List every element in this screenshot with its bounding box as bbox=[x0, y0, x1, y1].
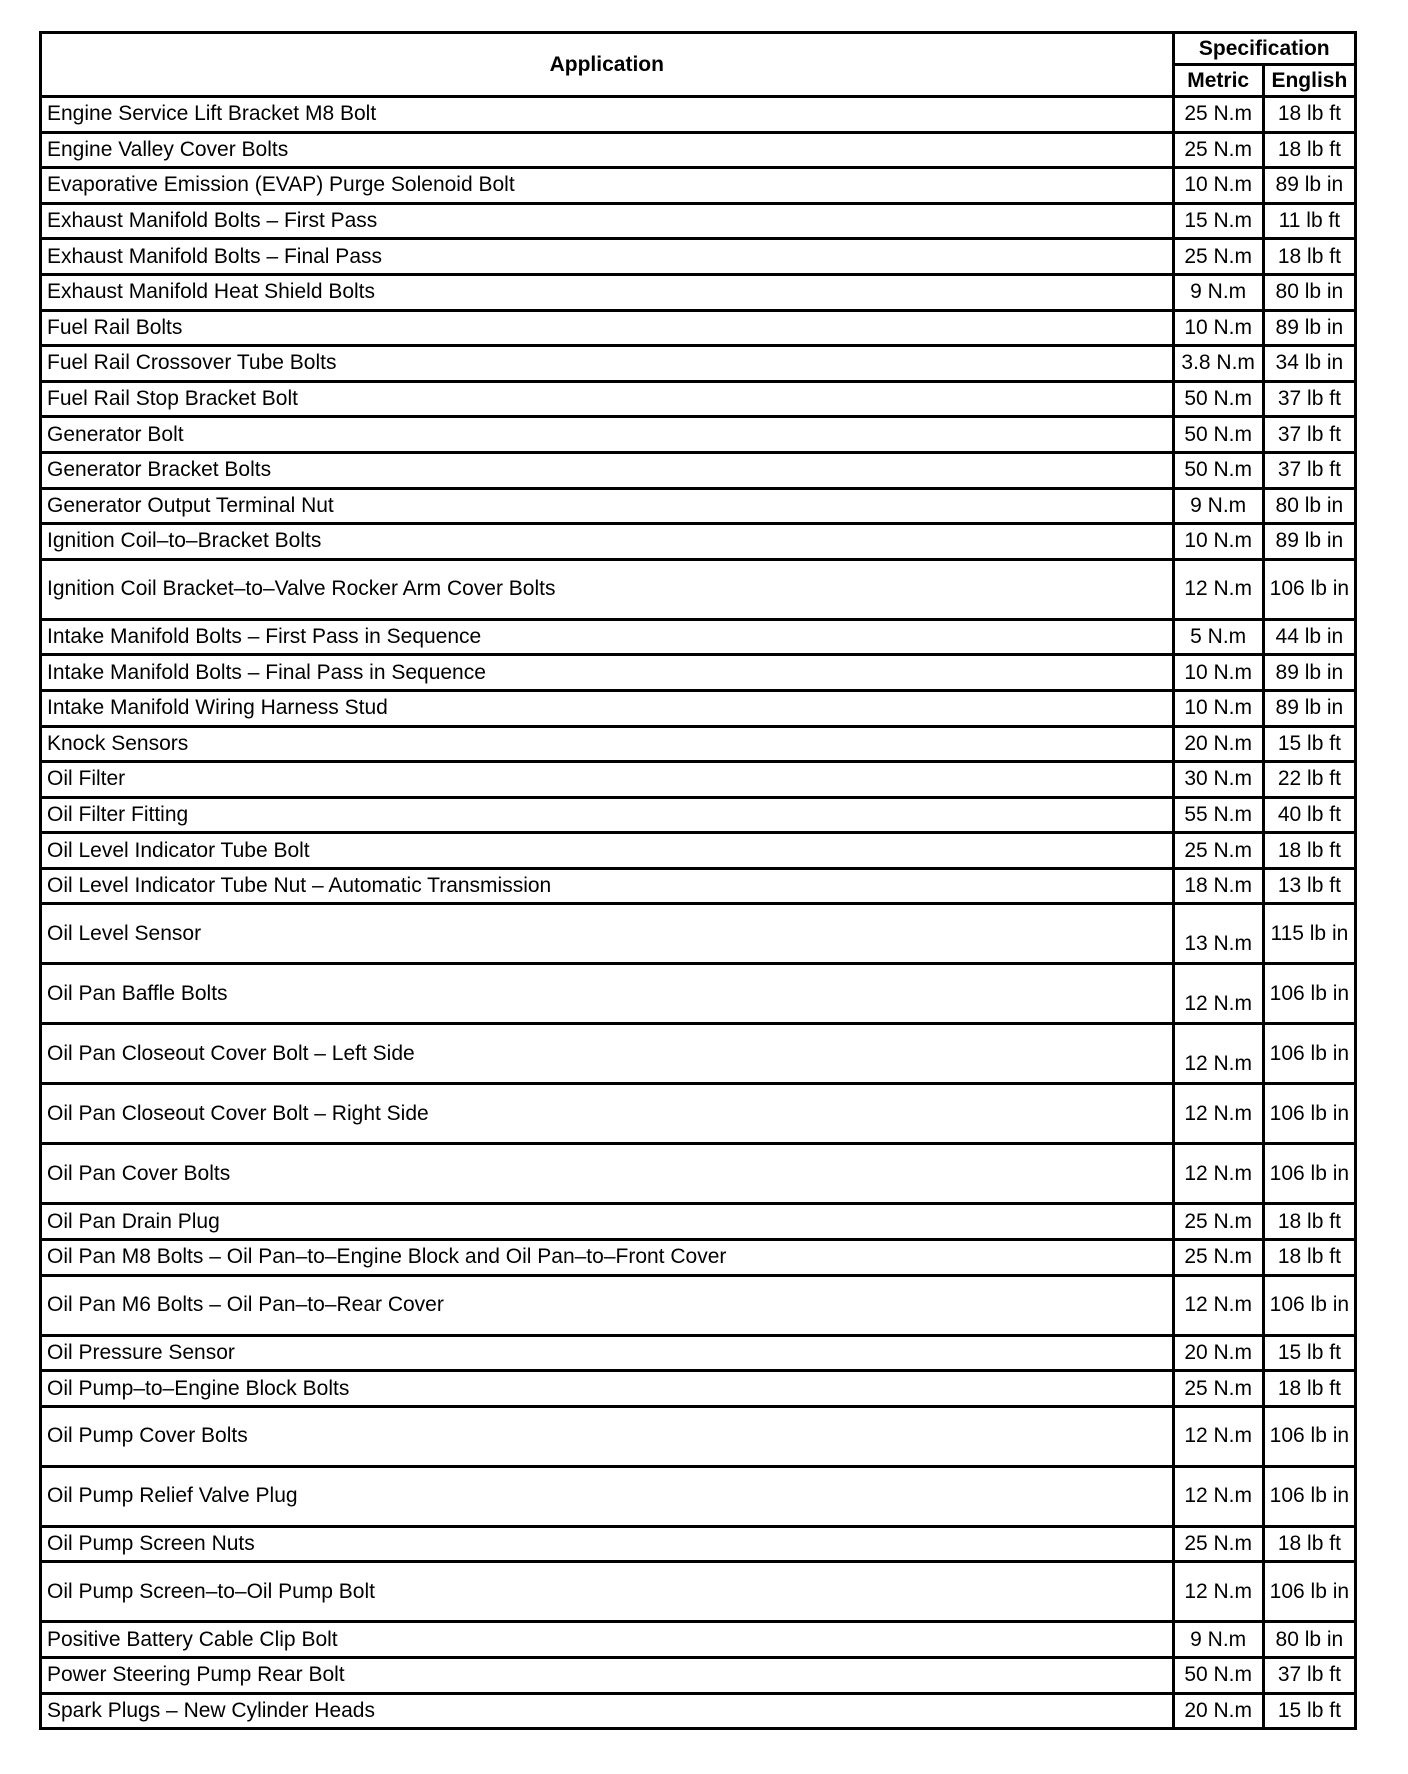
english-cell: 80 lb in bbox=[1263, 488, 1355, 524]
metric-cell: 18 N.m bbox=[1173, 868, 1263, 904]
english-cell: 89 lb in bbox=[1263, 655, 1355, 691]
application-cell: Knock Sensors bbox=[41, 726, 1174, 762]
application-cell: Generator Bolt bbox=[41, 417, 1174, 453]
english-cell: 106 lb in bbox=[1263, 1562, 1355, 1622]
application-cell: Oil Pan Cover Bolts bbox=[41, 1144, 1174, 1204]
table-row bbox=[41, 381, 1356, 417]
table-row bbox=[41, 132, 1356, 168]
english-cell: 37 lb ft bbox=[1263, 452, 1355, 488]
application-cell: Intake Manifold Wiring Harness Stud bbox=[41, 690, 1174, 726]
english-cell: 106 lb in bbox=[1263, 1466, 1355, 1526]
table-body bbox=[41, 97, 1356, 1729]
table-row bbox=[41, 690, 1356, 726]
english-cell: 37 lb ft bbox=[1263, 381, 1355, 417]
table-row bbox=[41, 1144, 1356, 1204]
english-cell: 15 lb ft bbox=[1263, 1335, 1355, 1371]
application-cell: Engine Valley Cover Bolts bbox=[41, 132, 1174, 168]
application-cell: Fuel Rail Stop Bracket Bolt bbox=[41, 381, 1174, 417]
metric-cell: 12 N.m bbox=[1173, 1144, 1263, 1204]
metric-cell: 25 N.m bbox=[1173, 1240, 1263, 1276]
english-cell: 89 lb in bbox=[1263, 524, 1355, 560]
metric-cell: 50 N.m bbox=[1173, 417, 1263, 453]
table-row bbox=[41, 726, 1356, 762]
metric-cell: 9 N.m bbox=[1173, 488, 1263, 524]
english-cell: 18 lb ft bbox=[1263, 833, 1355, 869]
table-row bbox=[41, 964, 1356, 1024]
english-header: English bbox=[1263, 65, 1355, 97]
application-cell: Generator Output Terminal Nut bbox=[41, 488, 1174, 524]
english-cell: 11 lb ft bbox=[1263, 203, 1355, 239]
application-cell: Oil Pan Closeout Cover Bolt – Right Side bbox=[41, 1084, 1174, 1144]
table-row bbox=[41, 868, 1356, 904]
table-row bbox=[41, 1371, 1356, 1407]
metric-cell: 12 N.m bbox=[1173, 1275, 1263, 1335]
application-cell: Oil Filter Fitting bbox=[41, 797, 1174, 833]
metric-cell: 50 N.m bbox=[1173, 1658, 1263, 1694]
application-cell: Evaporative Emission (EVAP) Purge Solenoid Bolt bbox=[41, 168, 1174, 204]
metric-cell: 9 N.m bbox=[1173, 274, 1263, 310]
table-row bbox=[41, 762, 1356, 798]
application-cell: Oil Pan M8 Bolts – Oil Pan–to–Engine Block and Oil Pan–to–Front Cover bbox=[41, 1240, 1174, 1276]
english-cell: 106 lb in bbox=[1263, 1275, 1355, 1335]
application-cell: Spark Plugs – New Cylinder Heads bbox=[41, 1693, 1174, 1729]
metric-cell: 20 N.m bbox=[1173, 726, 1263, 762]
metric-cell: 25 N.m bbox=[1173, 1371, 1263, 1407]
english-cell: 15 lb ft bbox=[1263, 726, 1355, 762]
metric-cell: 25 N.m bbox=[1173, 97, 1263, 133]
table-row bbox=[41, 417, 1356, 453]
table-row bbox=[41, 559, 1356, 619]
table-row bbox=[41, 619, 1356, 655]
english-cell: 80 lb in bbox=[1263, 274, 1355, 310]
application-cell: Fuel Rail Bolts bbox=[41, 310, 1174, 346]
english-cell: 115 lb in bbox=[1263, 904, 1355, 964]
metric-header: Metric bbox=[1173, 65, 1263, 97]
english-cell: 106 lb in bbox=[1263, 964, 1355, 1024]
table-row bbox=[41, 1693, 1356, 1729]
table-row bbox=[41, 1406, 1356, 1466]
application-cell: Oil Pressure Sensor bbox=[41, 1335, 1174, 1371]
metric-cell: 12 N.m bbox=[1173, 1466, 1263, 1526]
table-row bbox=[41, 1275, 1356, 1335]
application-cell: Oil Pan Closeout Cover Bolt – Left Side bbox=[41, 1024, 1174, 1084]
table-row bbox=[41, 346, 1356, 382]
english-cell: 22 lb ft bbox=[1263, 762, 1355, 798]
table-row bbox=[41, 1466, 1356, 1526]
english-cell: 89 lb in bbox=[1263, 690, 1355, 726]
metric-cell: 10 N.m bbox=[1173, 524, 1263, 560]
english-cell: 18 lb ft bbox=[1263, 132, 1355, 168]
application-cell: Oil Pan Baffle Bolts bbox=[41, 964, 1174, 1024]
table-row bbox=[41, 1240, 1356, 1276]
table-row bbox=[41, 524, 1356, 560]
metric-cell: 12 N.m bbox=[1173, 964, 1263, 1024]
application-cell: Exhaust Manifold Bolts – First Pass bbox=[41, 203, 1174, 239]
table-row bbox=[41, 1526, 1356, 1562]
application-cell: Generator Bracket Bolts bbox=[41, 452, 1174, 488]
metric-cell: 12 N.m bbox=[1173, 1406, 1263, 1466]
table-row bbox=[41, 1622, 1356, 1658]
application-cell: Oil Pump Screen Nuts bbox=[41, 1526, 1174, 1562]
metric-cell: 10 N.m bbox=[1173, 310, 1263, 346]
table-row bbox=[41, 1658, 1356, 1694]
metric-cell: 12 N.m bbox=[1173, 1562, 1263, 1622]
english-cell: 80 lb in bbox=[1263, 1622, 1355, 1658]
application-cell: Intake Manifold Bolts – Final Pass in Sequence bbox=[41, 655, 1174, 691]
application-cell: Ignition Coil–to–Bracket Bolts bbox=[41, 524, 1174, 560]
specification-header: Specification bbox=[1173, 33, 1355, 65]
english-cell: 18 lb ft bbox=[1263, 1204, 1355, 1240]
english-cell: 18 lb ft bbox=[1263, 1371, 1355, 1407]
metric-cell: 12 N.m bbox=[1173, 1024, 1263, 1084]
application-cell: Ignition Coil Bracket–to–Valve Rocker Arm Cover Bolts bbox=[41, 559, 1174, 619]
english-cell: 89 lb in bbox=[1263, 168, 1355, 204]
application-cell: Oil Level Indicator Tube Nut – Automatic Transmission bbox=[41, 868, 1174, 904]
metric-cell: 12 N.m bbox=[1173, 1084, 1263, 1144]
metric-cell: 9 N.m bbox=[1173, 1622, 1263, 1658]
table-row bbox=[41, 1335, 1356, 1371]
table-row bbox=[41, 1024, 1356, 1084]
application-cell: Power Steering Pump Rear Bolt bbox=[41, 1658, 1174, 1694]
metric-cell: 25 N.m bbox=[1173, 132, 1263, 168]
torque-spec-table bbox=[39, 31, 1357, 1730]
table-row bbox=[41, 310, 1356, 346]
application-cell: Exhaust Manifold Heat Shield Bolts bbox=[41, 274, 1174, 310]
english-cell: 18 lb ft bbox=[1263, 1240, 1355, 1276]
application-cell: Positive Battery Cable Clip Bolt bbox=[41, 1622, 1174, 1658]
application-cell: Fuel Rail Crossover Tube Bolts bbox=[41, 346, 1174, 382]
metric-cell: 10 N.m bbox=[1173, 690, 1263, 726]
english-cell: 15 lb ft bbox=[1263, 1693, 1355, 1729]
table-row bbox=[41, 1084, 1356, 1144]
table-row bbox=[41, 168, 1356, 204]
metric-cell: 25 N.m bbox=[1173, 833, 1263, 869]
english-cell: 44 lb in bbox=[1263, 619, 1355, 655]
english-cell: 106 lb in bbox=[1263, 1024, 1355, 1084]
table-row bbox=[41, 97, 1356, 133]
english-cell: 37 lb ft bbox=[1263, 417, 1355, 453]
table-row bbox=[41, 833, 1356, 869]
metric-cell: 25 N.m bbox=[1173, 1526, 1263, 1562]
table-row bbox=[41, 488, 1356, 524]
table-row bbox=[41, 203, 1356, 239]
english-cell: 106 lb in bbox=[1263, 559, 1355, 619]
metric-cell: 12 N.m bbox=[1173, 559, 1263, 619]
metric-cell: 30 N.m bbox=[1173, 762, 1263, 798]
english-cell: 37 lb ft bbox=[1263, 1658, 1355, 1694]
application-cell: Oil Pump Cover Bolts bbox=[41, 1406, 1174, 1466]
english-cell: 40 lb ft bbox=[1263, 797, 1355, 833]
application-cell: Oil Pan M6 Bolts – Oil Pan–to–Rear Cover bbox=[41, 1275, 1174, 1335]
english-cell: 18 lb ft bbox=[1263, 97, 1355, 133]
metric-cell: 3.8 N.m bbox=[1173, 346, 1263, 382]
metric-cell: 20 N.m bbox=[1173, 1693, 1263, 1729]
metric-cell: 50 N.m bbox=[1173, 381, 1263, 417]
english-cell: 106 lb in bbox=[1263, 1406, 1355, 1466]
metric-cell: 10 N.m bbox=[1173, 168, 1263, 204]
metric-cell: 55 N.m bbox=[1173, 797, 1263, 833]
metric-cell: 50 N.m bbox=[1173, 452, 1263, 488]
application-cell: Oil Level Indicator Tube Bolt bbox=[41, 833, 1174, 869]
metric-cell: 20 N.m bbox=[1173, 1335, 1263, 1371]
table-row bbox=[41, 904, 1356, 964]
application-cell: Oil Pump–to–Engine Block Bolts bbox=[41, 1371, 1174, 1407]
table-row bbox=[41, 274, 1356, 310]
application-cell: Exhaust Manifold Bolts – Final Pass bbox=[41, 239, 1174, 275]
table-row bbox=[41, 797, 1356, 833]
application-cell: Engine Service Lift Bracket M8 Bolt bbox=[41, 97, 1174, 133]
application-cell: Oil Pump Relief Valve Plug bbox=[41, 1466, 1174, 1526]
application-header: Application bbox=[41, 33, 1174, 97]
metric-cell: 10 N.m bbox=[1173, 655, 1263, 691]
metric-cell: 25 N.m bbox=[1173, 239, 1263, 275]
application-cell: Oil Pan Drain Plug bbox=[41, 1204, 1174, 1240]
application-cell: Oil Level Sensor bbox=[41, 904, 1174, 964]
english-cell: 106 lb in bbox=[1263, 1144, 1355, 1204]
table-row bbox=[41, 1562, 1356, 1622]
english-cell: 89 lb in bbox=[1263, 310, 1355, 346]
metric-cell: 13 N.m bbox=[1173, 904, 1263, 964]
table-row bbox=[41, 1204, 1356, 1240]
metric-cell: 15 N.m bbox=[1173, 203, 1263, 239]
english-cell: 13 lb ft bbox=[1263, 868, 1355, 904]
english-cell: 18 lb ft bbox=[1263, 239, 1355, 275]
table-row bbox=[41, 655, 1356, 691]
application-cell: Oil Filter bbox=[41, 762, 1174, 798]
english-cell: 18 lb ft bbox=[1263, 1526, 1355, 1562]
metric-cell: 25 N.m bbox=[1173, 1204, 1263, 1240]
table-row bbox=[41, 239, 1356, 275]
metric-cell: 5 N.m bbox=[1173, 619, 1263, 655]
application-cell: Oil Pump Screen–to–Oil Pump Bolt bbox=[41, 1562, 1174, 1622]
english-cell: 106 lb in bbox=[1263, 1084, 1355, 1144]
english-cell: 34 lb in bbox=[1263, 346, 1355, 382]
table-row bbox=[41, 452, 1356, 488]
application-cell: Intake Manifold Bolts – First Pass in Sequence bbox=[41, 619, 1174, 655]
